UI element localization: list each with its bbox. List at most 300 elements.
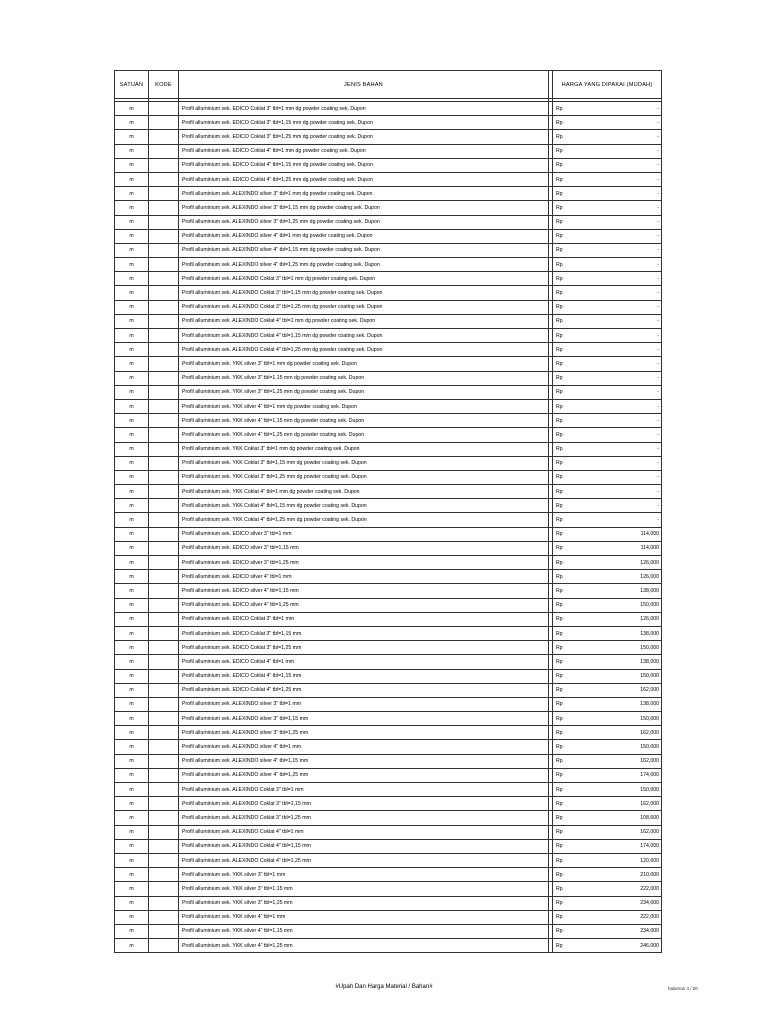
table-row bbox=[115, 385, 662, 399]
cell-jenis-bahan: Profil alluminium sek. EDICO silver 3" tbl=1,25 mm bbox=[179, 556, 549, 570]
cell-kode bbox=[149, 286, 179, 300]
cell-satuan: m bbox=[115, 811, 149, 825]
cell-satuan: m bbox=[115, 172, 149, 186]
currency-label: Rp bbox=[556, 261, 563, 268]
price-value: - bbox=[657, 375, 659, 382]
table-row bbox=[115, 499, 662, 513]
cell-satuan: m bbox=[115, 272, 149, 286]
cell-harga bbox=[553, 357, 662, 371]
cell-jenis-bahan: Profil alluminium sek. EDICO Coklat 3" tbl=1,15 mm dg powder coating sek. Dupon bbox=[179, 116, 549, 130]
currency-label: Rp bbox=[556, 488, 563, 495]
cell-kode bbox=[149, 683, 179, 697]
table-row bbox=[115, 697, 662, 711]
table-row bbox=[115, 300, 662, 314]
table-body bbox=[115, 102, 662, 953]
currency-label: Rp bbox=[556, 290, 563, 297]
cell-jenis-bahan: Profil alluminium sek. EDICO Coklat 4" tbl=1 mm dg powder coating sek. Dupon bbox=[179, 144, 549, 158]
table-row bbox=[115, 144, 662, 158]
price-value: 126,000 bbox=[640, 559, 659, 566]
cell-kode bbox=[149, 343, 179, 357]
cell-jenis-bahan: Profil alluminium sek. YKK silver 4" tbl=1,25 mm dg powder coating sek. Dupon bbox=[179, 428, 549, 442]
currency-label: Rp bbox=[556, 375, 563, 382]
table-row bbox=[115, 215, 662, 229]
price-sheet bbox=[114, 70, 659, 953]
cell-jenis-bahan: Profil alluminium sek. EDICO silver 4" tbl=1 mm bbox=[179, 570, 549, 584]
currency-label: Rp bbox=[556, 446, 563, 453]
cell-satuan: m bbox=[115, 754, 149, 768]
currency-label: Rp bbox=[556, 928, 563, 935]
cell-harga bbox=[553, 399, 662, 413]
table-row bbox=[115, 116, 662, 130]
cell-satuan: m bbox=[115, 428, 149, 442]
table-row bbox=[115, 229, 662, 243]
cell-satuan: m bbox=[115, 314, 149, 328]
table-row bbox=[115, 626, 662, 640]
cell-kode bbox=[149, 939, 179, 953]
currency-label: Rp bbox=[556, 602, 563, 609]
cell-kode bbox=[149, 300, 179, 314]
price-value: - bbox=[657, 290, 659, 297]
price-value: 150,000 bbox=[640, 644, 659, 651]
table-row bbox=[115, 641, 662, 655]
price-value: 234,000 bbox=[640, 928, 659, 935]
cell-harga bbox=[553, 882, 662, 896]
cell-satuan: m bbox=[115, 357, 149, 371]
table-row bbox=[115, 683, 662, 697]
table-row bbox=[115, 726, 662, 740]
cell-kode bbox=[149, 584, 179, 598]
cell-jenis-bahan: Profil alluminium sek. ALEXINDO silver 3" tbl=1,15 mm dg powder coating sek. Dupon bbox=[179, 201, 549, 215]
cell-jenis-bahan: Profil alluminium sek. YKK Coklat 4" tbl=1,25 mm dg powder coating sek. Dupon bbox=[179, 513, 549, 527]
table-row bbox=[115, 669, 662, 683]
price-value: 126,000 bbox=[640, 573, 659, 580]
price-value: - bbox=[657, 417, 659, 424]
table-row bbox=[115, 910, 662, 924]
cell-jenis-bahan: Profil alluminium sek. EDICO Coklat 3" tbl=1,25 mm bbox=[179, 641, 549, 655]
cell-jenis-bahan: Profil alluminium sek. ALEXINDO silver 4" tbl=1,15 mm dg powder coating sek. Dupon bbox=[179, 243, 549, 257]
cell-harga bbox=[553, 811, 662, 825]
cell-satuan: m bbox=[115, 825, 149, 839]
cell-jenis-bahan: Profil alluminium sek. ALEXINDO Coklat 3" tbl=1,15 mm bbox=[179, 797, 549, 811]
currency-label: Rp bbox=[556, 304, 563, 311]
cell-kode bbox=[149, 924, 179, 938]
cell-satuan: m bbox=[115, 130, 149, 144]
price-value: - bbox=[657, 502, 659, 509]
price-value: 150,000 bbox=[640, 786, 659, 793]
currency-label: Rp bbox=[556, 502, 563, 509]
cell-harga bbox=[553, 598, 662, 612]
price-value: - bbox=[657, 119, 659, 126]
cell-jenis-bahan: Profil alluminium sek. EDICO Coklat 3" tbl=1 mm bbox=[179, 612, 549, 626]
price-value: - bbox=[657, 403, 659, 410]
cell-satuan: m bbox=[115, 740, 149, 754]
cell-kode bbox=[149, 513, 179, 527]
table-row bbox=[115, 102, 662, 116]
cell-kode bbox=[149, 839, 179, 853]
table-row bbox=[115, 811, 662, 825]
price-value: - bbox=[657, 431, 659, 438]
price-value: - bbox=[657, 261, 659, 268]
cell-satuan: m bbox=[115, 641, 149, 655]
table-row bbox=[115, 243, 662, 257]
cell-harga bbox=[553, 343, 662, 357]
price-value: 222,000 bbox=[640, 885, 659, 892]
table-row bbox=[115, 527, 662, 541]
cell-satuan: m bbox=[115, 442, 149, 456]
cell-satuan: m bbox=[115, 697, 149, 711]
currency-label: Rp bbox=[556, 758, 563, 765]
cell-harga bbox=[553, 825, 662, 839]
price-value: 162,000 bbox=[640, 687, 659, 694]
price-value: - bbox=[657, 360, 659, 367]
cell-jenis-bahan: Profil alluminium sek. YKK Coklat 3" tbl=1,15 mm dg powder coating sek. Dupon bbox=[179, 456, 549, 470]
currency-label: Rp bbox=[556, 744, 563, 751]
cell-harga bbox=[553, 158, 662, 172]
table-row bbox=[115, 272, 662, 286]
cell-satuan: m bbox=[115, 712, 149, 726]
table-row bbox=[115, 187, 662, 201]
cell-harga bbox=[553, 924, 662, 938]
table-row bbox=[115, 768, 662, 782]
cell-jenis-bahan: Profil alluminium sek. EDICO Coklat 4" tbl=1,15 mm bbox=[179, 669, 549, 683]
cell-kode bbox=[149, 470, 179, 484]
cell-kode bbox=[149, 499, 179, 513]
cell-jenis-bahan: Profil alluminium sek. YKK Coklat 3" tbl=1 mm dg powder coating sek. Dupon bbox=[179, 442, 549, 456]
currency-label: Rp bbox=[556, 360, 563, 367]
cell-satuan: m bbox=[115, 882, 149, 896]
cell-satuan: m bbox=[115, 626, 149, 640]
cell-jenis-bahan: Profil alluminium sek. YKK Coklat 4" tbl=1,15 mm dg powder coating sek. Dupon bbox=[179, 499, 549, 513]
table-row bbox=[115, 839, 662, 853]
cell-kode bbox=[149, 541, 179, 555]
price-value: 108,600 bbox=[640, 814, 659, 821]
cell-harga bbox=[553, 527, 662, 541]
currency-label: Rp bbox=[556, 176, 563, 183]
cell-jenis-bahan: Profil alluminium sek. ALEXINDO silver 4" tbl=1,25 mm bbox=[179, 768, 549, 782]
price-value: 138,000 bbox=[640, 701, 659, 708]
currency-label: Rp bbox=[556, 800, 563, 807]
price-value: - bbox=[657, 346, 659, 353]
cell-jenis-bahan: Profil alluminium sek. ALEXINDO Coklat 4" tbl=1,25 mm bbox=[179, 853, 549, 867]
price-value: - bbox=[657, 233, 659, 240]
cell-satuan: m bbox=[115, 910, 149, 924]
cell-jenis-bahan: Profil alluminium sek. YKK silver 4" tbl=1,25 mm bbox=[179, 939, 549, 953]
price-value: 222,000 bbox=[640, 914, 659, 921]
cell-satuan: m bbox=[115, 144, 149, 158]
page-footer-title: #Upah Dan Harga Material / Bahan# bbox=[335, 984, 433, 990]
price-value: 150,000 bbox=[640, 715, 659, 722]
cell-kode bbox=[149, 158, 179, 172]
table-row bbox=[115, 570, 662, 584]
cell-jenis-bahan: Profil alluminium sek. ALEXINDO silver 4" tbl=1,15 mm bbox=[179, 754, 549, 768]
currency-label: Rp bbox=[556, 885, 563, 892]
cell-satuan: m bbox=[115, 768, 149, 782]
cell-harga bbox=[553, 116, 662, 130]
currency-label: Rp bbox=[556, 332, 563, 339]
cell-kode bbox=[149, 655, 179, 669]
cell-jenis-bahan: Profil alluminium sek. YKK silver 3" tbl=1,25 mm bbox=[179, 896, 549, 910]
cell-jenis-bahan: Profil alluminium sek. ALEXINDO Coklat 4" tbl=1 mm dg powder coating sek. Dupon bbox=[179, 314, 549, 328]
cell-harga bbox=[553, 272, 662, 286]
cell-kode bbox=[149, 768, 179, 782]
cell-kode bbox=[149, 385, 179, 399]
price-value: - bbox=[657, 460, 659, 467]
cell-harga bbox=[553, 258, 662, 272]
header-jenis-bahan: JENIS BAHAN bbox=[179, 71, 549, 99]
page-number: halaman 4 / 20 bbox=[668, 986, 698, 991]
price-value: 138,000 bbox=[640, 658, 659, 665]
price-value: - bbox=[657, 190, 659, 197]
cell-harga bbox=[553, 385, 662, 399]
table-row bbox=[115, 258, 662, 272]
cell-harga bbox=[553, 626, 662, 640]
cell-harga bbox=[553, 215, 662, 229]
table-row bbox=[115, 598, 662, 612]
cell-kode bbox=[149, 130, 179, 144]
cell-kode bbox=[149, 144, 179, 158]
cell-kode bbox=[149, 442, 179, 456]
currency-label: Rp bbox=[556, 616, 563, 623]
cell-kode bbox=[149, 172, 179, 186]
cell-kode bbox=[149, 201, 179, 215]
price-value: - bbox=[657, 446, 659, 453]
cell-kode bbox=[149, 314, 179, 328]
currency-label: Rp bbox=[556, 346, 563, 353]
table-row bbox=[115, 172, 662, 186]
cell-harga bbox=[553, 201, 662, 215]
cell-jenis-bahan: Profil alluminium sek. ALEXINDO Coklat 3" tbl=1,25 mm bbox=[179, 811, 549, 825]
table-row bbox=[115, 130, 662, 144]
price-value: 126,000 bbox=[640, 616, 659, 623]
cell-harga bbox=[553, 939, 662, 953]
price-value: - bbox=[657, 488, 659, 495]
price-value: 150,000 bbox=[640, 673, 659, 680]
currency-label: Rp bbox=[556, 219, 563, 226]
cell-satuan: m bbox=[115, 329, 149, 343]
table-row bbox=[115, 371, 662, 385]
currency-label: Rp bbox=[556, 389, 563, 396]
price-value: 174,000 bbox=[640, 772, 659, 779]
price-value: - bbox=[657, 219, 659, 226]
table-row bbox=[115, 584, 662, 598]
cell-satuan: m bbox=[115, 556, 149, 570]
price-value: 114,000 bbox=[640, 531, 659, 538]
table-row bbox=[115, 158, 662, 172]
table-row bbox=[115, 868, 662, 882]
currency-label: Rp bbox=[556, 786, 563, 793]
cell-harga bbox=[553, 896, 662, 910]
currency-label: Rp bbox=[556, 162, 563, 169]
cell-jenis-bahan: Profil alluminium sek. ALEXINDO Coklat 4" tbl=1,15 mm bbox=[179, 839, 549, 853]
price-value: - bbox=[657, 204, 659, 211]
table-header-row bbox=[115, 71, 662, 99]
price-value: 174,000 bbox=[640, 843, 659, 850]
cell-kode bbox=[149, 102, 179, 116]
cell-harga bbox=[553, 229, 662, 243]
cell-satuan: m bbox=[115, 655, 149, 669]
currency-label: Rp bbox=[556, 417, 563, 424]
table-row bbox=[115, 513, 662, 527]
cell-harga bbox=[553, 570, 662, 584]
cell-satuan: m bbox=[115, 470, 149, 484]
cell-harga bbox=[553, 300, 662, 314]
cell-satuan: m bbox=[115, 102, 149, 116]
currency-label: Rp bbox=[556, 857, 563, 864]
cell-harga bbox=[553, 669, 662, 683]
cell-jenis-bahan: Profil alluminium sek. YKK silver 3" tbl=1,25 mm dg powder coating sek. Dupon bbox=[179, 385, 549, 399]
price-value: - bbox=[657, 474, 659, 481]
price-value: 162,000 bbox=[640, 829, 659, 836]
currency-label: Rp bbox=[556, 474, 563, 481]
cell-jenis-bahan: Profil alluminium sek. ALEXINDO silver 3" tbl=1,25 mm bbox=[179, 726, 549, 740]
cell-harga bbox=[553, 641, 662, 655]
cell-kode bbox=[149, 726, 179, 740]
currency-label: Rp bbox=[556, 814, 563, 821]
cell-jenis-bahan: Profil alluminium sek. ALEXINDO Coklat 4" tbl=1,25 mm dg powder coating sek. Dupon bbox=[179, 343, 549, 357]
cell-kode bbox=[149, 556, 179, 570]
cell-kode bbox=[149, 641, 179, 655]
currency-label: Rp bbox=[556, 772, 563, 779]
cell-jenis-bahan: Profil alluminium sek. ALEXINDO Coklat 3" tbl=1 mm dg powder coating sek. Dupon bbox=[179, 272, 549, 286]
cell-satuan: m bbox=[115, 485, 149, 499]
table-row bbox=[115, 612, 662, 626]
cell-kode bbox=[149, 116, 179, 130]
cell-satuan: m bbox=[115, 371, 149, 385]
cell-kode bbox=[149, 825, 179, 839]
price-value: 162,000 bbox=[640, 729, 659, 736]
cell-harga bbox=[553, 683, 662, 697]
currency-label: Rp bbox=[556, 587, 563, 594]
table-row bbox=[115, 286, 662, 300]
currency-label: Rp bbox=[556, 247, 563, 254]
cell-kode bbox=[149, 882, 179, 896]
price-value: 150,000 bbox=[640, 744, 659, 751]
currency-label: Rp bbox=[556, 431, 563, 438]
currency-label: Rp bbox=[556, 105, 563, 112]
cell-satuan: m bbox=[115, 783, 149, 797]
cell-harga bbox=[553, 243, 662, 257]
cell-satuan: m bbox=[115, 612, 149, 626]
cell-harga bbox=[553, 456, 662, 470]
currency-label: Rp bbox=[556, 871, 563, 878]
table-row bbox=[115, 924, 662, 938]
cell-harga bbox=[553, 414, 662, 428]
cell-harga bbox=[553, 371, 662, 385]
cell-jenis-bahan: Profil alluminium sek. ALEXINDO Coklat 3" tbl=1,25 mm dg powder coating sek. Dupon bbox=[179, 300, 549, 314]
currency-label: Rp bbox=[556, 460, 563, 467]
table-row bbox=[115, 740, 662, 754]
price-value: - bbox=[657, 162, 659, 169]
cell-satuan: m bbox=[115, 414, 149, 428]
table-row bbox=[115, 853, 662, 867]
cell-kode bbox=[149, 626, 179, 640]
cell-jenis-bahan: Profil alluminium sek. ALEXINDO Coklat 4" tbl=1 mm bbox=[179, 825, 549, 839]
cell-satuan: m bbox=[115, 187, 149, 201]
currency-label: Rp bbox=[556, 829, 563, 836]
cell-satuan: m bbox=[115, 797, 149, 811]
cell-jenis-bahan: Profil alluminium sek. ALEXINDO Coklat 4" tbl=1,15 mm dg powder coating sek. Dupon bbox=[179, 329, 549, 343]
header-kode: KODE bbox=[149, 71, 179, 99]
cell-jenis-bahan: Profil alluminium sek. EDICO Coklat 4" tbl=1,25 mm dg powder coating sek. Dupon bbox=[179, 172, 549, 186]
cell-satuan: m bbox=[115, 541, 149, 555]
cell-satuan: m bbox=[115, 839, 149, 853]
price-value: 210,000 bbox=[640, 871, 659, 878]
cell-kode bbox=[149, 357, 179, 371]
cell-satuan: m bbox=[115, 385, 149, 399]
cell-kode bbox=[149, 258, 179, 272]
price-value: 138,000 bbox=[640, 630, 659, 637]
cell-jenis-bahan: Profil alluminium sek. YKK Coklat 4" tbl=1 mm dg powder coating sek. Dupon bbox=[179, 485, 549, 499]
cell-harga bbox=[553, 754, 662, 768]
currency-label: Rp bbox=[556, 843, 563, 850]
table-row bbox=[115, 556, 662, 570]
cell-harga bbox=[553, 655, 662, 669]
cell-jenis-bahan: Profil alluminium sek. EDICO Coklat 4" tbl=1 mm bbox=[179, 655, 549, 669]
currency-label: Rp bbox=[556, 133, 563, 140]
currency-label: Rp bbox=[556, 517, 563, 524]
currency-label: Rp bbox=[556, 190, 563, 197]
cell-kode bbox=[149, 740, 179, 754]
currency-label: Rp bbox=[556, 630, 563, 637]
header-harga: HARGA YANG DIPAKAI (MUDAH) bbox=[553, 71, 662, 99]
cell-jenis-bahan: Profil alluminium sek. ALEXINDO silver 4" tbl=1,25 mm dg powder coating sek. Dupon bbox=[179, 258, 549, 272]
price-value: 162,000 bbox=[640, 758, 659, 765]
cell-jenis-bahan: Profil alluminium sek. EDICO Coklat 3" tbl=1,15 mm bbox=[179, 626, 549, 640]
cell-jenis-bahan: Profil alluminium sek. ALEXINDO silver 3" tbl=1 mm bbox=[179, 697, 549, 711]
cell-kode bbox=[149, 272, 179, 286]
cell-satuan: m bbox=[115, 258, 149, 272]
price-value: - bbox=[657, 275, 659, 282]
header-satuan: SATUAN bbox=[115, 71, 149, 99]
table-row bbox=[115, 414, 662, 428]
cell-harga bbox=[553, 485, 662, 499]
cell-kode bbox=[149, 697, 179, 711]
table-row bbox=[115, 825, 662, 839]
cell-kode bbox=[149, 598, 179, 612]
cell-kode bbox=[149, 456, 179, 470]
table-row bbox=[115, 541, 662, 555]
price-value: 120,600 bbox=[640, 857, 659, 864]
cell-jenis-bahan: Profil alluminium sek. ALEXINDO Coklat 3" tbl=1,15 mm dg powder coating sek. Dupon bbox=[179, 286, 549, 300]
cell-jenis-bahan: Profil alluminium sek. YKK silver 4" tbl=1 mm bbox=[179, 910, 549, 924]
cell-harga bbox=[553, 556, 662, 570]
cell-satuan: m bbox=[115, 158, 149, 172]
cell-satuan: m bbox=[115, 726, 149, 740]
currency-label: Rp bbox=[556, 275, 563, 282]
cell-jenis-bahan: Profil alluminium sek. YKK silver 3" tbl=1,15 mm dg powder coating sek. Dupon bbox=[179, 371, 549, 385]
cell-satuan: m bbox=[115, 896, 149, 910]
cell-kode bbox=[149, 570, 179, 584]
currency-label: Rp bbox=[556, 403, 563, 410]
cell-satuan: m bbox=[115, 527, 149, 541]
cell-harga bbox=[553, 130, 662, 144]
cell-satuan: m bbox=[115, 201, 149, 215]
cell-jenis-bahan: Profil alluminium sek. EDICO Coklat 3" tbl=1,25 mm dg powder coating sek. Dupon bbox=[179, 130, 549, 144]
cell-kode bbox=[149, 229, 179, 243]
cell-satuan: m bbox=[115, 243, 149, 257]
cell-kode bbox=[149, 669, 179, 683]
price-value: 246,000 bbox=[640, 942, 659, 949]
cell-jenis-bahan: Profil alluminium sek. ALEXINDO silver 3" tbl=1,25 mm dg powder coating sek. Dupon bbox=[179, 215, 549, 229]
cell-harga bbox=[553, 783, 662, 797]
cell-kode bbox=[149, 868, 179, 882]
cell-kode bbox=[149, 329, 179, 343]
cell-satuan: m bbox=[115, 116, 149, 130]
currency-label: Rp bbox=[556, 318, 563, 325]
price-value: 114,000 bbox=[640, 545, 659, 552]
price-value: - bbox=[657, 105, 659, 112]
currency-label: Rp bbox=[556, 900, 563, 907]
